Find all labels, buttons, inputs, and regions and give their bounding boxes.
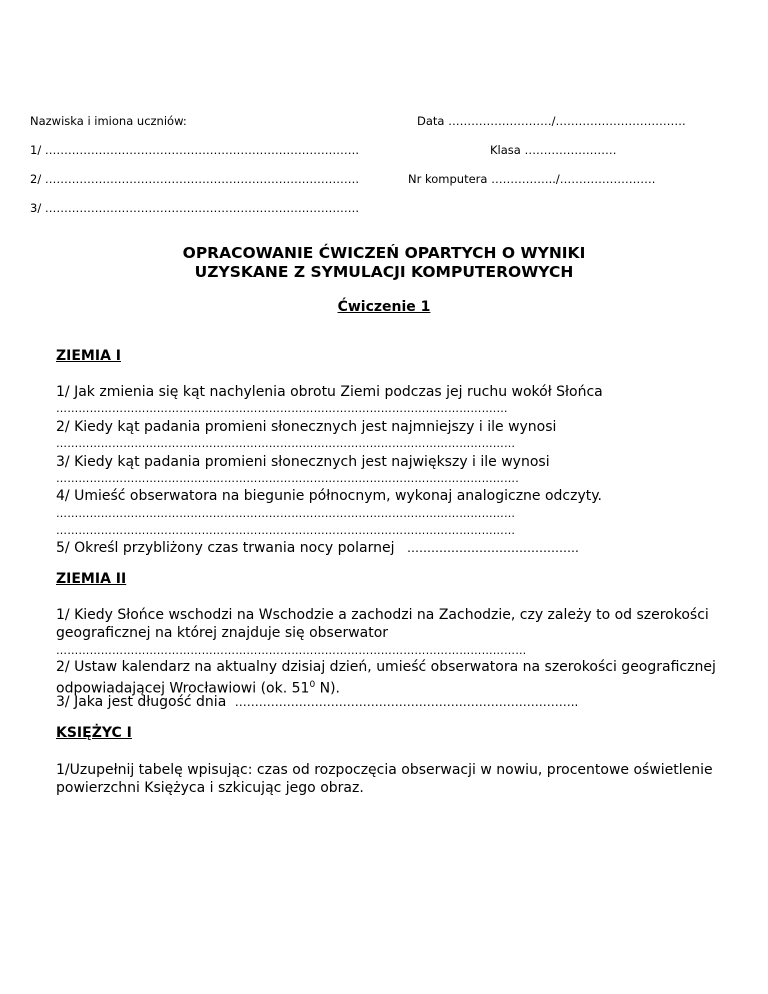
earth1-question-5-text: 5/ Określ przybliżony czas trwania nocy polarnej — [56, 540, 395, 556]
earth2-question-3 — [56, 693, 578, 711]
student-1-line: 1/ ………………………………………………………………………. — [30, 143, 360, 157]
earth2-question-2-suffix: N). — [315, 680, 341, 697]
moon1-question-1-line-2: powierzchni Księżyca i szkicując jego obraz. — [56, 780, 364, 796]
earth1-question-1: 1/ Jak zmienia się kąt nachylenia obrotu Ziemi podczas jej ruchu wokół Słońca — [56, 384, 603, 400]
earth2-question-1-line-1: 1/ Kiedy Słońce wschodzi na Wschodzie a zachodzi na Zachodzie, czy zależy to od szerokości — [56, 607, 709, 623]
moon1-question-1-line-1: 1/Uzupełnij tabelę wpisując: czas od rozpoczęcia obserwacji w nowiu, procentowe oświetlenie — [56, 762, 713, 778]
earth1-question-4: 4/ Umieść obserwatora na biegunie północnym, wykonaj analogiczne odczyty. — [56, 488, 602, 504]
student-2-line: 2/ ………………………………………………………………………. — [30, 172, 360, 186]
earth2-question-2-text: odpowiadającej Wrocławiowi (ok. 51 — [56, 680, 310, 697]
degree-superscript: 0 — [309, 680, 316, 690]
earth1-answer-4b: …………………………………………………………………………………………………………… — [56, 524, 516, 537]
earth2-question-1-line-2: geograficznej na której znajduje się obserwator — [56, 625, 389, 641]
students-label: Nazwiska i imiona uczniów: — [30, 114, 187, 128]
section-heading-earth-2: ZIEMIA II — [56, 571, 127, 587]
document-title-line-2: UZYSKANE Z SYMULACJI KOMPUTEROWYCH — [194, 263, 574, 281]
earth2-question-2-line-1: 2/ Ustaw kalendarz na aktualny dzisiaj dzień, umieść obserwatora na szerokości geograficznej — [56, 659, 716, 675]
earth2-question-3-text: 3/ Jaka jest długość dnia — [56, 694, 227, 710]
student-3-line: 3/ ………………………………………………………………………. — [30, 201, 360, 215]
earth1-answer-2: …………………………………………………………………………………………………………… — [56, 437, 516, 450]
computer-number-field: Nr komputera ……………../……………………. — [408, 172, 656, 186]
section-heading-moon-1: KSIĘŻYC I — [56, 725, 132, 741]
earth1-question-5 — [56, 539, 579, 557]
earth1-answer-5: ……………………………………. — [406, 541, 579, 555]
earth1-answer-1: ……………………………………………………………………………………………………….… — [56, 402, 508, 415]
document-title-line-1: OPRACOWANIE ĆWICZEŃ OPARTYCH O WYNIKI — [182, 244, 586, 262]
date-field: Data ………………………/……………………………. — [417, 114, 686, 128]
earth2-answer-1: ……………………………………………………………………………………………………………… — [56, 644, 527, 657]
earth1-question-2: 2/ Kiedy kąt padania promieni słonecznych jest najmniejszy i ile wynosi — [56, 419, 557, 435]
section-heading-earth-1: ZIEMIA I — [56, 348, 121, 364]
exercise-title: Ćwiczenie 1 — [337, 299, 431, 315]
earth1-answer-3: ……………………………………………………………………………………………………………. — [56, 472, 519, 485]
class-field: Klasa …………………… — [490, 143, 617, 157]
earth1-answer-4a: …………………………………………………………………………………………………………… — [56, 507, 516, 520]
earth1-question-3: 3/ Kiedy kąt padania promieni słonecznych jest największy i ile wynosi — [56, 454, 550, 470]
earth2-answer-3: ………………………………………………………………………….. — [234, 695, 579, 709]
